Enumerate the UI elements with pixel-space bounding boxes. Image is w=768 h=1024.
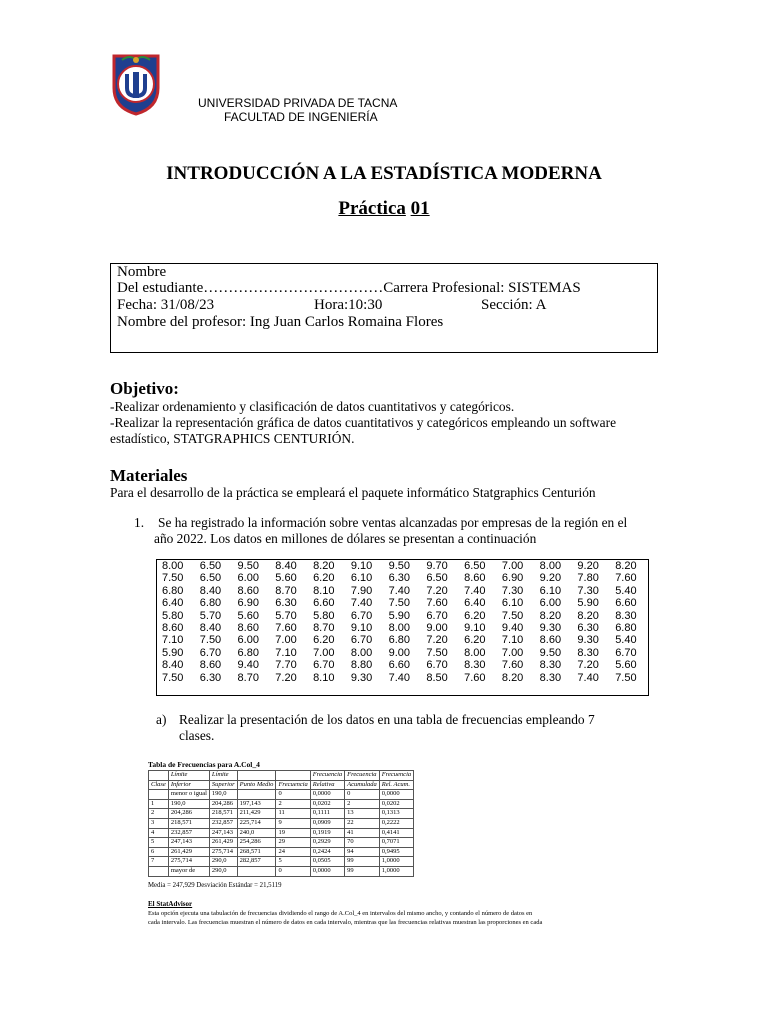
frequency-cell: 29 [276, 838, 310, 848]
frequency-cell: 240,0 [237, 828, 276, 838]
objetivo-line-2: -Realizar la representación gráfica de datos cuantitativos y categóricos empleando un software [110, 415, 617, 430]
data-cell: 7.50 [388, 597, 411, 610]
frequency-cell: Frecuencia [379, 771, 413, 781]
data-cell: 7.00 [501, 560, 524, 572]
frequency-cell: 204,286 [168, 809, 209, 819]
student-info-box [110, 263, 658, 353]
data-cell: 6.70 [426, 609, 448, 622]
data-cell: 8.70 [275, 584, 297, 597]
data-cell: 6.70 [350, 609, 373, 622]
frequency-cell [237, 790, 276, 800]
frequency-cell: 41 [345, 828, 380, 838]
frequency-cell: 0,9495 [379, 847, 413, 857]
frequency-cell: 2 [149, 809, 169, 819]
data-cell: 5.90 [577, 597, 599, 610]
data-cell: 8.30 [539, 659, 562, 672]
data-cell: 6.10 [501, 597, 524, 610]
objetivo-line-3: estadístico, STATGRAPHICS CENTURIÓN. [110, 431, 355, 446]
data-cell: 7.60 [501, 659, 524, 672]
data-cell: 7.40 [464, 584, 486, 597]
data-cell: 8.00 [388, 622, 411, 635]
data-cell: 6.40 [162, 597, 184, 610]
frequency-cell: 22 [345, 818, 380, 828]
data-cell: 8.20 [577, 609, 599, 622]
frequency-row [149, 857, 414, 867]
data-cell: 6.50 [426, 572, 448, 585]
data-cell: 6.50 [464, 560, 486, 572]
frequency-cell: 0,0909 [310, 818, 344, 828]
frequency-cell: 3 [149, 818, 169, 828]
item-1-line-1: Se ha registrado la información sobre ventas alcanzadas por empresas de la región en el [158, 515, 628, 530]
data-row [157, 647, 648, 659]
data-cell: 7.20 [577, 659, 599, 672]
frequency-cell: 204,286 [209, 799, 237, 809]
data-cell: 7.70 [275, 659, 297, 672]
data-row [157, 585, 648, 597]
data-cell: 7.50 [162, 572, 184, 585]
data-cell: 7.80 [577, 572, 599, 585]
frequency-cell: 211,429 [237, 809, 276, 819]
data-cell: 6.60 [388, 659, 411, 672]
data-cell: 6.10 [350, 572, 373, 585]
practice-number: 01 [410, 198, 430, 219]
frequency-cell: 290,0 [209, 857, 237, 867]
data-cell: 8.00 [350, 646, 373, 659]
frequency-cell: 0,0202 [310, 799, 344, 809]
data-cell: 6.70 [313, 659, 335, 672]
frequency-cell: Clase [149, 780, 169, 790]
frequency-cell: mayor de [168, 866, 209, 876]
data-cell: 6.50 [199, 560, 222, 572]
frequency-cell: 0,4141 [379, 828, 413, 838]
data-cell: 9.50 [539, 646, 562, 659]
data-cell: 6.70 [426, 659, 448, 672]
frequency-cell: 4 [149, 828, 169, 838]
frequency-cell: 99 [345, 857, 380, 867]
frequency-cell: 5 [276, 857, 310, 867]
data-cell: 8.20 [313, 560, 335, 572]
data-cell: 6.70 [350, 634, 373, 647]
data-cell: 8.50 [426, 671, 448, 684]
data-cell: 7.50 [501, 609, 524, 622]
data-cell: 8.30 [577, 646, 599, 659]
data-cell: 9.20 [577, 560, 599, 572]
data-cell: 8.10 [313, 584, 335, 597]
item-a-label: a) [156, 712, 167, 727]
data-cell: 7.10 [501, 634, 524, 647]
frequency-table [148, 770, 414, 877]
data-cell: 8.70 [313, 622, 335, 635]
data-cell: 9.00 [426, 622, 448, 635]
data-cell: 8.60 [162, 622, 184, 635]
frequency-cell: 0,2424 [310, 847, 344, 857]
frequency-cell: Inferior [168, 780, 209, 790]
data-cell: 9.40 [501, 622, 524, 635]
data-cell: 6.00 [237, 572, 259, 585]
frequency-cell: 282,857 [237, 857, 276, 867]
data-cell: 6.40 [464, 597, 486, 610]
data-row [157, 659, 648, 671]
data-cell: 6.20 [313, 634, 335, 647]
data-cell: 7.00 [501, 646, 524, 659]
data-cell: 5.70 [199, 609, 222, 622]
data-cell: 6.20 [313, 572, 335, 585]
data-row [157, 634, 648, 646]
frequency-row [149, 790, 414, 800]
data-cell: 6.10 [539, 584, 562, 597]
section-field: Sección: A [481, 297, 547, 313]
data-cell: 5.70 [275, 609, 297, 622]
data-cell: 5.60 [615, 659, 637, 672]
frequency-cell: 2 [276, 799, 310, 809]
frequency-header-row-1 [149, 771, 414, 781]
item-1-line-2: año 2022. Los datos en millones de dólares se presentan a continuación [154, 531, 537, 546]
frequency-cell: 232,857 [168, 828, 209, 838]
frequency-cell: 19 [276, 828, 310, 838]
data-cell: 6.80 [199, 597, 222, 610]
data-cell: 7.50 [426, 646, 448, 659]
data-cell: 9.00 [388, 646, 411, 659]
data-cell: 8.30 [615, 609, 637, 622]
frequency-cell: 290,0 [209, 866, 237, 876]
data-cell: 7.30 [501, 584, 524, 597]
frequency-cell: 0,0505 [310, 857, 344, 867]
data-cell: 6.30 [577, 622, 599, 635]
data-cell: 8.30 [539, 671, 562, 684]
frequency-cell: 247,143 [209, 828, 237, 838]
data-cell: 7.60 [615, 572, 637, 585]
data-cell: 9.10 [350, 560, 373, 572]
data-cell: 7.60 [275, 622, 297, 635]
frequency-cell [237, 771, 276, 781]
frequency-cell: 190,0 [209, 790, 237, 800]
frequency-cell: 275,714 [209, 847, 237, 857]
data-cell: 6.80 [162, 584, 184, 597]
data-cell: 5.60 [275, 572, 297, 585]
frequency-cell: Frecuencia [310, 771, 344, 781]
data-cell: 6.70 [199, 646, 222, 659]
objetivo-line-1: -Realizar ordenamiento y clasificación de datos cuantitativos y categóricos. [110, 399, 515, 414]
frequency-row [149, 847, 414, 857]
frequency-cell: 232,857 [209, 818, 237, 828]
data-cell: 6.00 [539, 597, 562, 610]
data-cell: 8.40 [162, 659, 184, 672]
frequency-cell: 0 [276, 866, 310, 876]
frequency-cell: Superior [209, 780, 237, 790]
frequency-cell [237, 866, 276, 876]
data-cell: 7.30 [577, 584, 599, 597]
data-cell: 5.80 [313, 609, 335, 622]
item-a-line-1: Realizar la presentación de los datos en una tabla de frecuencias empleando 7 [179, 712, 595, 727]
data-cell: 5.80 [162, 609, 184, 622]
data-cell: 8.10 [313, 671, 335, 684]
university-name: UNIVERSIDAD PRIVADA DE TACNA [198, 96, 398, 110]
frequency-cell [149, 771, 169, 781]
data-cell: 7.10 [275, 646, 297, 659]
data-cell: 6.60 [615, 597, 637, 610]
data-cell: 7.40 [350, 597, 373, 610]
data-cell: 8.40 [199, 622, 222, 635]
data-cell: 7.10 [162, 634, 184, 647]
data-cell: 7.90 [350, 584, 373, 597]
data-cell: 9.30 [577, 634, 599, 647]
data-cell: 9.10 [350, 622, 373, 635]
frequency-cell: 0 [345, 790, 380, 800]
frequency-cell: 0,0000 [379, 790, 413, 800]
frequency-cell [149, 790, 169, 800]
frequency-cell: 24 [276, 847, 310, 857]
frequency-cell: 268,571 [237, 847, 276, 857]
frequency-cell: Punto Medio [237, 780, 276, 790]
university-logo [108, 52, 164, 116]
data-cell: 7.60 [426, 597, 448, 610]
frequency-table-screenshot [146, 758, 664, 926]
data-cell: 9.50 [237, 560, 259, 572]
frequency-table-title: Tabla de Frecuencias para A.Col_4 [148, 760, 260, 769]
data-cell: 9.30 [350, 671, 373, 684]
data-cell: 8.60 [539, 634, 562, 647]
data-cell: 8.60 [199, 659, 222, 672]
frequency-cell: 0,2222 [379, 818, 413, 828]
practice-word: Práctica [338, 198, 406, 219]
frequency-cell: 99 [345, 866, 380, 876]
frequency-row [149, 838, 414, 848]
data-cell: 7.20 [426, 634, 448, 647]
frequency-cell: 225,714 [237, 818, 276, 828]
frequency-cell: 261,429 [168, 847, 209, 857]
item-1-number: 1. [134, 515, 145, 530]
frequency-cell: 5 [149, 838, 169, 848]
frequency-cell: 0,0000 [310, 790, 344, 800]
frequency-row [149, 799, 414, 809]
frequency-cell: 0 [276, 790, 310, 800]
data-cell: 9.70 [426, 560, 448, 572]
data-cell: 6.20 [464, 634, 486, 647]
data-cell: 5.40 [615, 584, 637, 597]
sales-data-table [156, 559, 649, 696]
frequency-cell: Límite [168, 771, 209, 781]
data-cell: 5.60 [237, 609, 259, 622]
statadvisor-text-line-1: Esta opción ejecuta una tabulación de frecuencias dividiendo el rango de A.Col_4 en intervalos del mismo ancho, y contando el número de datos en [148, 910, 533, 917]
frequency-header-row-2 [149, 780, 414, 790]
data-cell: 5.90 [162, 646, 184, 659]
frequency-cell: 0,1919 [310, 828, 344, 838]
frequency-cell: menor o igual [168, 790, 209, 800]
frequency-cell: 70 [345, 838, 380, 848]
data-cell: 6.00 [237, 634, 259, 647]
data-cell: 6.90 [237, 597, 259, 610]
data-cell: 9.40 [237, 659, 259, 672]
data-cell: 8.80 [350, 659, 373, 672]
frequency-cell: 261,429 [209, 838, 237, 848]
frequency-row [149, 809, 414, 819]
frequency-stats: Media = 247,929 Desviación Estándar = 21,5119 [148, 882, 282, 889]
frequency-cell: 254,286 [237, 838, 276, 848]
data-row [157, 560, 648, 572]
data-cell: 9.10 [464, 622, 486, 635]
student-career-line: Del estudiante………………………………Carrera Profesional: SISTEMAS [117, 280, 581, 296]
data-cell: 7.20 [426, 584, 448, 597]
date-field: Fecha: 31/08/23 [117, 297, 215, 313]
frequency-cell: 2 [345, 799, 380, 809]
data-cell: 6.80 [615, 622, 637, 635]
data-cell: 8.60 [237, 622, 259, 635]
frequency-cell: Límite [209, 771, 237, 781]
item-a-line-2: clases. [179, 728, 215, 743]
frequency-cell: 197,143 [237, 799, 276, 809]
frequency-cell: Frecuencia [345, 771, 380, 781]
data-cell: 8.60 [464, 572, 486, 585]
data-cell: 8.20 [539, 609, 562, 622]
data-cell: 7.50 [615, 671, 637, 684]
data-cell: 6.50 [199, 572, 222, 585]
data-row [157, 622, 648, 634]
statadvisor-text-line-2: cada intervalo. Las frecuencias muestran el número de datos en cada intervalo, mientras que las frecuencias relativas muestran las proporciones en cada [148, 919, 543, 926]
data-cell: 6.80 [237, 646, 259, 659]
frequency-cell: 9 [276, 818, 310, 828]
data-cell: 7.50 [199, 634, 222, 647]
data-cell: 7.40 [577, 671, 599, 684]
data-cell: 7.50 [162, 671, 184, 684]
document-title: INTRODUCCIÓN A LA ESTADÍSTICA MODERNA [166, 163, 602, 184]
data-cell: 6.30 [388, 572, 411, 585]
data-cell: 8.20 [501, 671, 524, 684]
data-cell: 8.40 [199, 584, 222, 597]
data-cell: 8.00 [464, 646, 486, 659]
data-cell: 8.40 [275, 560, 297, 572]
data-cell: 7.60 [464, 671, 486, 684]
frequency-cell: 1,0000 [379, 866, 413, 876]
materiales-text: Para el desarrollo de la práctica se empleará el paquete informático Statgraphics Centurión [110, 485, 596, 500]
data-cell: 8.70 [237, 671, 259, 684]
data-cell: 8.00 [539, 560, 562, 572]
frequency-cell: 0,7071 [379, 838, 413, 848]
frequency-cell [149, 866, 169, 876]
data-cell: 9.30 [539, 622, 562, 635]
frequency-cell: Rel. Acum. [379, 780, 413, 790]
frequency-cell: 6 [149, 847, 169, 857]
frequency-cell: 1,0000 [379, 857, 413, 867]
data-row [157, 597, 648, 609]
objetivo-heading: Objetivo: [110, 379, 179, 398]
data-cell: 7.00 [275, 634, 297, 647]
data-cell: 9.20 [539, 572, 562, 585]
frequency-cell: Frecuencia [276, 780, 310, 790]
frequency-cell: 94 [345, 847, 380, 857]
frequency-row [149, 828, 414, 838]
time-field: Hora:10:30 [314, 297, 383, 313]
data-cell: 8.30 [464, 659, 486, 672]
professor-line: Nombre del profesor: Ing Juan Carlos Romaina Flores [117, 314, 444, 330]
faculty-name: FACULTAD DE INGENIERÍA [224, 110, 378, 124]
frequency-cell: 0,1111 [310, 809, 344, 819]
practice-subtitle [0, 198, 768, 220]
frequency-cell: 247,143 [168, 838, 209, 848]
statadvisor-title: El StatAdvisor [148, 900, 193, 908]
data-cell: 6.70 [615, 646, 637, 659]
frequency-cell: 0,2929 [310, 838, 344, 848]
frequency-cell: 218,571 [168, 818, 209, 828]
data-cell: 6.20 [464, 609, 486, 622]
data-cell: 8.20 [615, 560, 637, 572]
frequency-cell: 0,1313 [379, 809, 413, 819]
data-row [157, 672, 648, 684]
materiales-heading: Materiales [110, 466, 188, 485]
frequency-cell: 0,0000 [310, 866, 344, 876]
data-cell: 6.90 [501, 572, 524, 585]
frequency-cell: 11 [276, 809, 310, 819]
frequency-cell: 7 [149, 857, 169, 867]
frequency-cell: 13 [345, 809, 380, 819]
frequency-cell: 1 [149, 799, 169, 809]
data-cell: 6.80 [388, 634, 411, 647]
frequency-cell: 275,714 [168, 857, 209, 867]
data-cell: 7.20 [275, 671, 297, 684]
data-cell: 6.60 [313, 597, 335, 610]
data-cell: 9.50 [388, 560, 411, 572]
data-cell: 7.40 [388, 584, 411, 597]
frequency-cell [276, 771, 310, 781]
data-row [157, 572, 648, 584]
frequency-cell: 190,0 [168, 799, 209, 809]
data-row [157, 610, 648, 622]
frequency-cell: Relativa [310, 780, 344, 790]
data-cell: 7.00 [313, 646, 335, 659]
frequency-row [149, 866, 414, 876]
data-cell: 5.90 [388, 609, 411, 622]
frequency-cell: 218,571 [209, 809, 237, 819]
frequency-row [149, 818, 414, 828]
data-cell: 6.30 [275, 597, 297, 610]
data-cell: 6.30 [199, 671, 222, 684]
data-cell: 7.40 [388, 671, 411, 684]
frequency-cell: Acumulada [345, 780, 380, 790]
data-cell: 8.60 [237, 584, 259, 597]
frequency-cell: 0,0202 [379, 799, 413, 809]
student-name-label: Nombre [117, 264, 167, 280]
data-cell: 8.00 [162, 560, 184, 572]
data-cell: 5.40 [615, 634, 637, 647]
